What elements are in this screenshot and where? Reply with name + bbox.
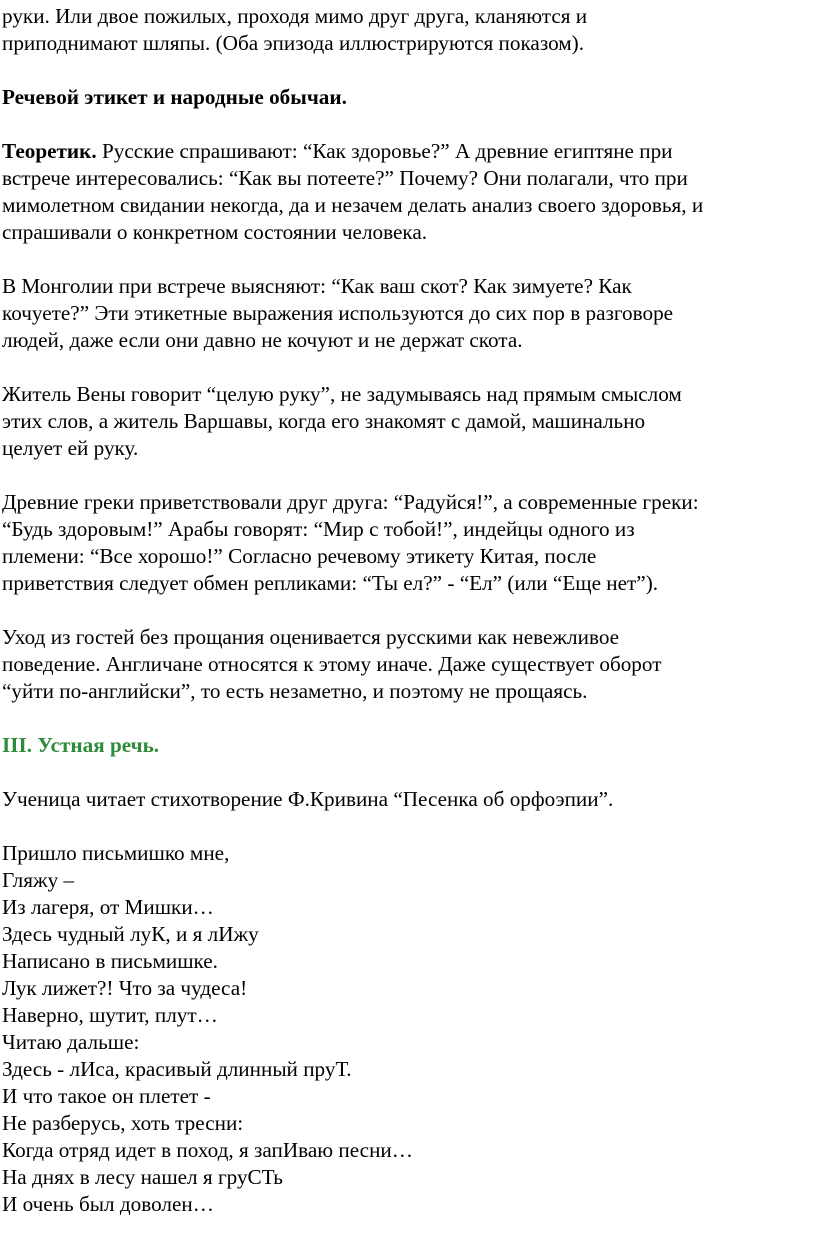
text-line: В Монголии при встрече выясняют: “Как ваш скот? Как зимуете? Как xyxy=(2,274,632,298)
theorist-label: Теоретик. xyxy=(2,139,97,163)
text-line: спрашивали о конкретном состоянии человека. xyxy=(2,220,428,244)
poem-line: Лук лижет?! Что за чудеса! xyxy=(2,976,248,1000)
poem-line: Читаю дальше: xyxy=(2,1030,140,1054)
student-reads-line: Ученица читает стихотворение Ф.Кривина “Песенка об орфоэпии”. xyxy=(2,787,614,811)
poem-line: Из лагеря, от Мишки… xyxy=(2,895,214,919)
mongolia-paragraph xyxy=(2,273,816,354)
poem-line: Когда отряд идет в поход, я запИваю песни… xyxy=(2,1138,413,1162)
poem-line: Здесь чудный луК, и я лИжу xyxy=(2,922,259,946)
text-line: руки. Или двое пожилых, проходя мимо друг друга, кланяются и xyxy=(2,4,588,28)
poem-line: И очень был доволен… xyxy=(2,1192,214,1216)
intro-paragraph xyxy=(2,3,816,57)
text-line: встрече интересовались: “Как вы потеете?” Почему? Они полагали, что при xyxy=(2,166,688,190)
text-line xyxy=(2,138,816,165)
theorist-first-line: Русские спрашивают: “Как здоровье?” А древние египтяне при xyxy=(96,139,673,163)
text-line: целует ей руку. xyxy=(2,436,139,460)
theorist-paragraph xyxy=(2,138,816,246)
poem-line: Гляжу – xyxy=(2,868,75,892)
text-line: приветствия следует обмен репликами: “Ты ел?” - “Ел” (или “Еще нет”). xyxy=(2,571,659,595)
poem-line: Пришло письмишко мне, xyxy=(2,841,230,865)
text-line: мимолетном свидании некогда, да и незачем делать анализ своего здоровья, и xyxy=(2,193,704,217)
poem-line: Наверно, шутит, плут… xyxy=(2,1003,218,1027)
text-line: Древние греки приветствовали друг друга: “Радуйся!”, а современные греки: xyxy=(2,490,699,514)
text-line: приподнимают шляпы. (Оба эпизода иллюстрируются показом). xyxy=(2,31,585,55)
text-line: “уйти по-английски”, то есть незаметно, и поэтому не прощаясь. xyxy=(2,679,588,703)
vienna-paragraph xyxy=(2,381,816,462)
poem xyxy=(2,840,816,1218)
text-line: кочуете?” Эти этикетные выражения используются до сих пор в разговоре xyxy=(2,301,674,325)
text-line: “Будь здоровым!” Арабы говорят: “Мир с тобой!”, индейцы одного из xyxy=(2,517,635,541)
text-line: Житель Вены говорит “целую руку”, не задумываясь над прямым смыслом xyxy=(2,382,682,406)
text-line: Уход из гостей без прощания оценивается русскими как невежливое xyxy=(2,625,620,649)
poem-line: Здесь - лИса, красивый длинный пруТ. xyxy=(2,1057,352,1081)
text-line: племени: “Все хорошо!” Согласно речевому этикету Китая, после xyxy=(2,544,597,568)
text-line: этих слов, а житель Варшавы, когда его знакомят с дамой, машинально xyxy=(2,409,646,433)
greeks-paragraph xyxy=(2,489,816,597)
section-heading: Речевой этикет и народные обычаи. xyxy=(2,85,347,109)
poem-line: На днях в лесу нашел я груСТь xyxy=(2,1165,283,1189)
poem-line: Написано в письмишке. xyxy=(2,949,218,973)
poem-line: И что такое он плетет - xyxy=(2,1084,211,1108)
leaving-paragraph xyxy=(2,624,816,705)
poem-line: Не разберусь, хоть тресни: xyxy=(2,1111,244,1135)
oral-speech-heading: III. Устная речь. xyxy=(2,733,160,757)
text-line: людей, даже если они давно не кочуют и не держат скота. xyxy=(2,328,523,352)
text-line: поведение. Англичане относятся к этому иначе. Даже существует оборот xyxy=(2,652,662,676)
